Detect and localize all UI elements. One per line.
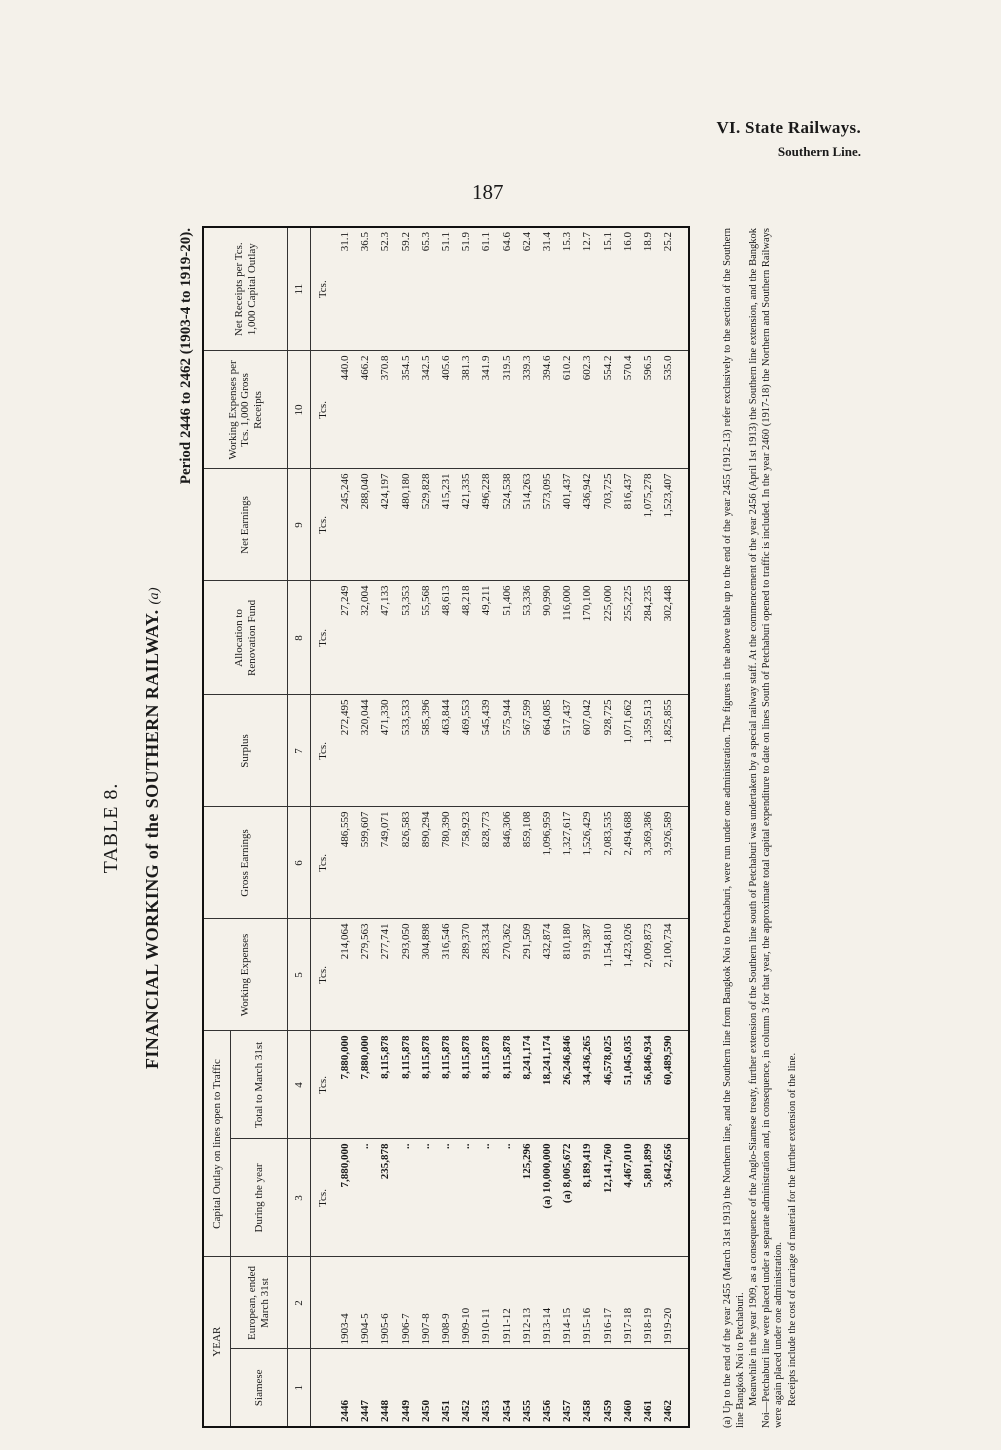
table-period: Period 2446 to 2462 (1903-4 to 1919-20).: [178, 228, 194, 485]
table-cell: 780,390: [436, 807, 456, 919]
table-cell: 34,436,265: [577, 1031, 597, 1139]
table-cell: 466.2: [355, 351, 375, 469]
table-padding-row: [678, 227, 689, 1427]
table-cell: ..: [436, 1139, 456, 1257]
table-cell: 3,369,386: [638, 807, 658, 919]
table-cell: [678, 1031, 689, 1139]
col-header-european: European, ended March 31st: [231, 1257, 288, 1349]
table-cell: ..: [355, 1139, 375, 1257]
unit-cell: Tcs.: [311, 807, 336, 919]
table-cell: 319.5: [497, 351, 517, 469]
table-cell: 2453: [476, 1349, 496, 1427]
col-header-net-earnings: Net Earnings: [203, 469, 288, 581]
col-header-renovation-fund: Allocation to Renovation Fund: [203, 581, 288, 695]
table-cell: 2,494,688: [618, 807, 638, 919]
table-cell: 48,613: [436, 581, 456, 695]
table-cell: 1,075,278: [638, 469, 658, 581]
table-cell: 749,071: [375, 807, 395, 919]
table-cell: 61.1: [476, 227, 496, 351]
col-number: 5: [288, 919, 311, 1031]
table-cell: 1,423,026: [618, 919, 638, 1031]
table-cell: 1913-14: [537, 1257, 557, 1349]
table-cell: 8,115,878: [476, 1031, 496, 1139]
col-header-total: Total to March 31st: [231, 1031, 288, 1139]
table-cell: 8,241,174: [517, 1031, 537, 1139]
table-cell: 18,241,174: [537, 1031, 557, 1139]
table-cell: 585,396: [416, 695, 436, 807]
table-cell: 32,004: [355, 581, 375, 695]
table-cell: 859,108: [517, 807, 537, 919]
table-cell: 1909-10: [456, 1257, 476, 1349]
table-cell: 8,115,878: [456, 1031, 476, 1139]
table-cell: 1907-8: [416, 1257, 436, 1349]
table-cell: [678, 695, 689, 807]
table-cell: 2,009,873: [638, 919, 658, 1031]
table-cell: 53,336: [517, 581, 537, 695]
unit-cell: Tcs.: [311, 581, 336, 695]
table-cell: (a) 8,005,672: [557, 1139, 577, 1257]
table-cell: 1915-16: [577, 1257, 597, 1349]
table-cell: 51.1: [436, 227, 456, 351]
table-cell: 514,263: [517, 469, 537, 581]
table-cell: 90,990: [537, 581, 557, 695]
units-row: [311, 227, 336, 1427]
table-cell: [678, 807, 689, 919]
table-cell: 5,801,899: [638, 1139, 658, 1257]
table-body: [311, 227, 690, 1427]
table-cell: 55,568: [416, 581, 436, 695]
table-cell: 116,000: [557, 581, 577, 695]
col-number: 7: [288, 695, 311, 807]
table-cell: 607,042: [577, 695, 597, 807]
table-cell: 341.9: [476, 351, 496, 469]
unit-cell: Tcs.: [311, 469, 336, 581]
table-cell: 214,064: [335, 919, 355, 1031]
table-row: [618, 227, 638, 1427]
table-cell: 51.9: [456, 227, 476, 351]
table-cell: [678, 227, 689, 351]
table-cell: 293,050: [396, 919, 416, 1031]
table-cell: 610.2: [557, 351, 577, 469]
table-cell: 890,294: [416, 807, 436, 919]
table-cell: [678, 919, 689, 1031]
table-cell: 370.8: [375, 351, 395, 469]
table-cell: 8,115,878: [396, 1031, 416, 1139]
table-cell: 381.3: [456, 351, 476, 469]
col-number: 10: [288, 351, 311, 469]
table-cell: 432,874: [537, 919, 557, 1031]
col-number: 2: [288, 1257, 311, 1349]
table-cell: 8,115,878: [436, 1031, 456, 1139]
table-cell: 436,942: [577, 469, 597, 581]
table-cell: 810,180: [557, 919, 577, 1031]
col-number: 11: [288, 227, 311, 351]
col-number: 4: [288, 1031, 311, 1139]
table-row: [638, 227, 658, 1427]
table-row: [517, 227, 537, 1427]
table-cell: 46,578,025: [597, 1031, 617, 1139]
table-row: [476, 227, 496, 1427]
unit-cell: Tcs.: [311, 227, 336, 351]
table-cell: 302,448: [658, 581, 678, 695]
table-cell: 2451: [436, 1349, 456, 1427]
table-cell: 599,607: [355, 807, 375, 919]
table-cell: 8,115,878: [375, 1031, 395, 1139]
table-cell: (a) 10,000,000: [537, 1139, 557, 1257]
table-cell: 27,249: [335, 581, 355, 695]
table-cell: 8,115,878: [416, 1031, 436, 1139]
table-cell: 1919-20: [658, 1257, 678, 1349]
table-cell: 664,085: [537, 695, 557, 807]
unit-cell: Tcs.: [311, 919, 336, 1031]
table-cell: 255,225: [618, 581, 638, 695]
table-cell: 51,406: [497, 581, 517, 695]
table-cell: 12.7: [577, 227, 597, 351]
table-cell: 15.1: [597, 227, 617, 351]
col-header-gross-earnings: Gross Earnings: [203, 807, 288, 919]
table-row: [375, 227, 395, 1427]
table-cell: 2457: [557, 1349, 577, 1427]
table-cell: 928,725: [597, 695, 617, 807]
table-cell: 245,246: [335, 469, 355, 581]
table-cell: 235,878: [375, 1139, 395, 1257]
col-header-working-expenses: Working Expenses: [203, 919, 288, 1031]
table-cell: 1910-11: [476, 1257, 496, 1349]
table-cell: 573,095: [537, 469, 557, 581]
table-cell: 2456: [537, 1349, 557, 1427]
table-cell: 277,741: [375, 919, 395, 1031]
unit-cell: Tcs.: [311, 351, 336, 469]
table-cell: 2446: [335, 1349, 355, 1427]
unit-cell: [311, 1349, 336, 1427]
table-cell: 1,327,617: [557, 807, 577, 919]
table-cell: 545,439: [476, 695, 496, 807]
group-header-year: YEAR: [203, 1257, 231, 1427]
table-cell: 471,330: [375, 695, 395, 807]
table-cell: 517,437: [557, 695, 577, 807]
table-cell: 304,898: [416, 919, 436, 1031]
table-cell: 463,844: [436, 695, 456, 807]
table-cell: 415,231: [436, 469, 456, 581]
table-cell: 125,296: [517, 1139, 537, 1257]
col-number: 1: [288, 1349, 311, 1427]
col-header-net-receipts-per-1000: Net Receipts per Tcs. 1,000 Capital Outlay: [203, 227, 288, 351]
table-cell: 421,335: [456, 469, 476, 581]
table-cell: 405.6: [436, 351, 456, 469]
col-number: 8: [288, 581, 311, 695]
table-cell: 394.6: [537, 351, 557, 469]
table-cell: 31.1: [335, 227, 355, 351]
table-cell: ..: [416, 1139, 436, 1257]
table-cell: 533,533: [396, 695, 416, 807]
table-cell: 283,334: [476, 919, 496, 1031]
table-cell: 316,546: [436, 919, 456, 1031]
unit-cell: [311, 1257, 336, 1349]
table-cell: 567,599: [517, 695, 537, 807]
table-cell: 2461: [638, 1349, 658, 1427]
table-cell: 354.5: [396, 351, 416, 469]
table-cell: 826,583: [396, 807, 416, 919]
table-cell: [678, 351, 689, 469]
table-cell: 2449: [396, 1349, 416, 1427]
table-cell: 846,306: [497, 807, 517, 919]
table-cell: 919,387: [577, 919, 597, 1031]
table-cell: 1917-18: [618, 1257, 638, 1349]
table-cell: 529,828: [416, 469, 436, 581]
table-cell: 8,115,878: [497, 1031, 517, 1139]
table-cell: 53,353: [396, 581, 416, 695]
table-cell: 3,926,589: [658, 807, 678, 919]
table-row: [436, 227, 456, 1427]
rotated-table-area: [100, 228, 870, 1428]
table-cell: ..: [396, 1139, 416, 1257]
table-cell: 65.3: [416, 227, 436, 351]
table-cell: 535.0: [658, 351, 678, 469]
col-header-expenses-per-1000: Working Expenses per Tcs. 1,000 Gross Receipts: [203, 351, 288, 469]
table-cell: 3,642,656: [658, 1139, 678, 1257]
table-cell: 60,489,590: [658, 1031, 678, 1139]
table-cell: 49,211: [476, 581, 496, 695]
col-header-siamese: Siamese: [231, 1349, 288, 1427]
table-cell: 272,495: [335, 695, 355, 807]
table-cell: 7,880,000: [335, 1139, 355, 1257]
col-number: 3: [288, 1139, 311, 1257]
table-row: [658, 227, 678, 1427]
col-number: 9: [288, 469, 311, 581]
table-cell: 15.3: [557, 227, 577, 351]
table-cell: 18.9: [638, 227, 658, 351]
col-number: 6: [288, 807, 311, 919]
table-cell: 401,437: [557, 469, 577, 581]
table-cell: 2454: [497, 1349, 517, 1427]
table-cell: 7,880,000: [335, 1031, 355, 1139]
table-cell: 596.5: [638, 351, 658, 469]
table-row: [497, 227, 517, 1427]
table-cell: 486,559: [335, 807, 355, 919]
table-cell: 8,189,419: [577, 1139, 597, 1257]
table-cell: [678, 1257, 689, 1349]
table-title-note: (a): [147, 587, 162, 605]
table-row: [335, 227, 355, 1427]
table-cell: 270,362: [497, 919, 517, 1031]
unit-cell: Tcs.: [311, 695, 336, 807]
table-cell: 25.2: [658, 227, 678, 351]
table-cell: 64.6: [497, 227, 517, 351]
table-title-text: FINANCIAL WORKING of the SOUTHERN RAILWAY.: [142, 609, 162, 1069]
table-cell: 1,096,959: [537, 807, 557, 919]
table-row: [456, 227, 476, 1427]
table-cell: 284,235: [638, 581, 658, 695]
table-cell: 47,133: [375, 581, 395, 695]
table-cell: ..: [476, 1139, 496, 1257]
table-cell: 12,141,760: [597, 1139, 617, 1257]
table-number: TABLE 8.: [100, 782, 122, 874]
table-row: [597, 227, 617, 1427]
table-cell: 1905-6: [375, 1257, 395, 1349]
table-cell: 496,228: [476, 469, 496, 581]
table-cell: 7,880,000: [355, 1031, 375, 1139]
table-cell: 288,040: [355, 469, 375, 581]
footnote: (a) Up to the end of the year 2455 (March 31st 1913) the Northern line, and the Southern line from Bangkok Noi to Petchaburi, were run under one administration. The figures in the above table up to the end of the year 2455 (1912-13) refer exclusively to the section of the Southern line Bangkok Noi to Petchaburi.: [722, 228, 746, 1428]
table-cell: 2,083,535: [597, 807, 617, 919]
table-cell: 575,944: [497, 695, 517, 807]
table-cell: 602.3: [577, 351, 597, 469]
table-cell: 56,846,934: [638, 1031, 658, 1139]
col-header-surplus: Surplus: [203, 695, 288, 807]
table-cell: 320,044: [355, 695, 375, 807]
table-row: [577, 227, 597, 1427]
table-cell: 1,523,407: [658, 469, 678, 581]
table-cell: 36.5: [355, 227, 375, 351]
table-cell: 1908-9: [436, 1257, 456, 1349]
section-subtitle: Southern Line.: [777, 144, 861, 159]
table-cell: [678, 581, 689, 695]
table-cell: 1916-17: [597, 1257, 617, 1349]
table-cell: 1906-7: [396, 1257, 416, 1349]
table-cell: 524,538: [497, 469, 517, 581]
table-cell: 2460: [618, 1349, 638, 1427]
table-cell: 279,563: [355, 919, 375, 1031]
table-cell: ..: [497, 1139, 517, 1257]
table-cell: 1,359,513: [638, 695, 658, 807]
table-cell: 2455: [517, 1349, 537, 1427]
table-cell: [678, 1349, 689, 1427]
table-row: [355, 227, 375, 1427]
table-title: [142, 228, 163, 1428]
table-cell: 1,825,855: [658, 695, 678, 807]
table-cell: [678, 1139, 689, 1257]
table-cell: 289,370: [456, 919, 476, 1031]
table-cell: 1,154,810: [597, 919, 617, 1031]
table-row: [557, 227, 577, 1427]
table-cell: 291,509: [517, 919, 537, 1031]
table-cell: 1912-13: [517, 1257, 537, 1349]
table-cell: 2,100,734: [658, 919, 678, 1031]
table-cell: 1911-12: [497, 1257, 517, 1349]
table-cell: 2452: [456, 1349, 476, 1427]
unit-cell: Tcs.: [311, 1031, 336, 1139]
footnote: Meanwhile in the year 1909, as a consequence of the Anglo-Siamese treaty, further extension of the Southern line south of Petchaburi was undertaken by a special railway staff. At the commencement of the year 2456 (April 1st 1913) the Southern line extension, and the Bangkok Noi—Petchaburi line were placed under a separate administration and, in consequence, in column 3 for that year, the approximate total capital expenditure to date on lines South of Petchaburi opened to traffic is included. In the year 2460 (1917-18) the Northern and Southern Railways were again placed under one administration.: [748, 228, 784, 1428]
table-cell: 2458: [577, 1349, 597, 1427]
footnote: Receipts include the cost of carriage of material for the further extension of the line.: [786, 1052, 798, 1406]
table-cell: 2450: [416, 1349, 436, 1427]
table-cell: 225,000: [597, 581, 617, 695]
table-cell: 1904-5: [355, 1257, 375, 1349]
table-row: [416, 227, 436, 1427]
table-cell: 16.0: [618, 227, 638, 351]
table-cell: 4,467,010: [618, 1139, 638, 1257]
col-header-during-year: During the year: [231, 1139, 288, 1257]
table-cell: 1,071,662: [618, 695, 638, 807]
table-cell: 816,437: [618, 469, 638, 581]
table-cell: 59.2: [396, 227, 416, 351]
page-number: 187: [472, 180, 504, 204]
table-cell: 31.4: [537, 227, 557, 351]
table-cell: [678, 469, 689, 581]
table-cell: 342.5: [416, 351, 436, 469]
table-cell: 52.3: [375, 227, 395, 351]
table-row: [396, 227, 416, 1427]
table-cell: 424,197: [375, 469, 395, 581]
table-cell: 440.0: [335, 351, 355, 469]
table-cell: 469,553: [456, 695, 476, 807]
table-cell: 51,045,035: [618, 1031, 638, 1139]
table-cell: 554.2: [597, 351, 617, 469]
table-cell: 1903-4: [335, 1257, 355, 1349]
unit-cell: Tcs.: [311, 1139, 336, 1257]
footnotes: [722, 228, 800, 1428]
table-cell: ..: [456, 1139, 476, 1257]
table-row: [537, 227, 557, 1427]
table-cell: 570.4: [618, 351, 638, 469]
table-cell: 828,773: [476, 807, 496, 919]
table-cell: 1918-19: [638, 1257, 658, 1349]
table-cell: 703,725: [597, 469, 617, 581]
table-cell: 480,180: [396, 469, 416, 581]
table-cell: 1,526,429: [577, 807, 597, 919]
table-cell: 170,100: [577, 581, 597, 695]
table-cell: 1914-15: [557, 1257, 577, 1349]
group-header-capital-outlay: Capital Outlay on lines open to Traffic: [203, 1031, 231, 1257]
table-cell: 2462: [658, 1349, 678, 1427]
table-cell: 62.4: [517, 227, 537, 351]
financial-table: [202, 226, 690, 1428]
table-cell: 339.3: [517, 351, 537, 469]
table-cell: 2447: [355, 1349, 375, 1427]
section-title: VI. State Railways.: [716, 118, 861, 137]
table-cell: 26,246,846: [557, 1031, 577, 1139]
table-cell: 2459: [597, 1349, 617, 1427]
table-cell: 758,923: [456, 807, 476, 919]
table-cell: 48,218: [456, 581, 476, 695]
table-cell: 2448: [375, 1349, 395, 1427]
